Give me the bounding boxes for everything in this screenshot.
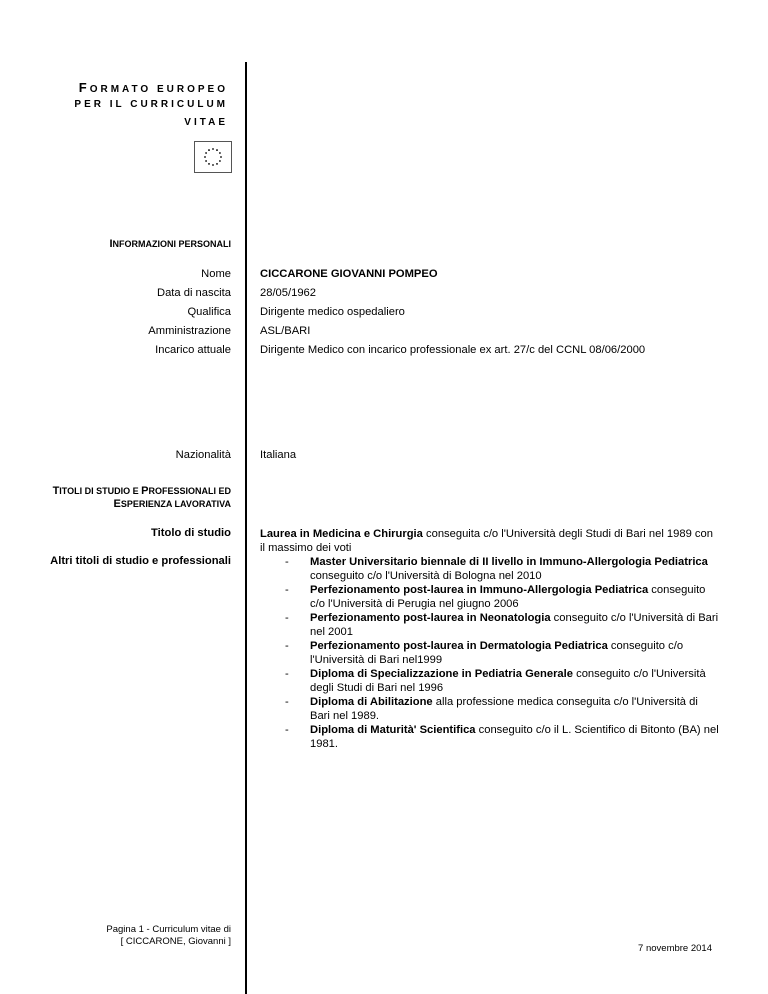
eu-star (220, 156, 222, 158)
label-amministrazione: Amministrazione (148, 325, 231, 337)
degree-text: Laurea in Medicina e Chirurgia conseguita c/o l'Università degli Studi di Bari nel 1989 con il massimo dei voti (260, 528, 713, 554)
list-item: - Perfezionamento post-laurea in Neonatologia conseguito c/o l'Università di Bari nel 2001 (285, 612, 719, 638)
list-item: - Perfezionamento post-laurea in Immuno-Allergologia Pediatrica conseguito c/o l'Università di Perugia nel giugno 2006 (285, 584, 706, 610)
eu-star (204, 156, 206, 158)
qualifications-list (260, 555, 720, 751)
label-incarico: Incarico attuale (155, 344, 231, 356)
value-amministrazione: ASL/BARI (260, 325, 311, 337)
label-data-nascita: Data di nascita (156, 287, 231, 299)
eu-star (205, 160, 207, 162)
eu-star (216, 163, 218, 165)
label-nazionalita: Nazionalità (175, 449, 231, 461)
eu-star (216, 149, 218, 151)
vertical-divider (245, 62, 247, 994)
list-item: - Perfezionamento post-laurea in Dermatologia Pediatrica conseguito c/o l'Università di Bari nel1999 (285, 640, 684, 666)
eu-flag-icon (194, 141, 232, 173)
value-nome: CICCARONE GIOVANNI POMPEO (260, 268, 438, 280)
header-title-line2: PER IL CURRICULUM (74, 99, 228, 110)
label-titolo-studio: Titolo di studio (151, 527, 231, 539)
value-nazionalita: Italiana (260, 449, 297, 461)
label-nome: Nome (201, 268, 231, 280)
section-personal-info: INFORMAZIONI PERSONALI (109, 238, 231, 250)
page-footer-date: 7 novembre 2014 (638, 943, 712, 954)
header-title-line3: VITAE (184, 117, 228, 128)
label-qualifica: Qualifica (187, 306, 231, 318)
list-item: - Diploma di Abilitazione alla professione medica conseguita c/o l'Università di Bari nel 1989. (285, 696, 698, 722)
education-content (260, 527, 720, 751)
eu-star (208, 149, 210, 151)
value-incarico: Dirigente Medico con incarico professionale ex art. 27/c del CCNL 08/06/2000 (260, 344, 646, 356)
page-footer-left: Pagina 1 - Curriculum vitae di [ CICCARONE, Giovanni ] (106, 924, 231, 947)
eu-star (219, 160, 221, 162)
list-item: - Master Universitario biennale di II livello in Immuno-Allergologia Pediatrica conseguito c/o l'Università di Bologna nel 2010 (285, 556, 708, 582)
list-item: - Diploma di Maturità' Scientifica conseguito c/o il L. Scientifico di Bitonto (BA) nel 1981. (285, 724, 719, 750)
eu-star (212, 164, 214, 166)
value-data-nascita: 28/05/1962 (260, 287, 316, 299)
list-item: - Diploma di Specializzazione in Pediatria Generale conseguito c/o l'Università degli Studi di Bari nel 1996 (285, 668, 706, 694)
value-qualifica: Dirigente medico ospedaliero (260, 306, 405, 318)
section-studies-experience: TITOLI DI STUDIO E PROFESSIONALI ED ESPERIENZA LAVORATIVA (52, 485, 231, 510)
eu-star (205, 152, 207, 154)
eu-star (212, 148, 214, 150)
eu-star (208, 163, 210, 165)
eu-star (219, 152, 221, 154)
label-altri-titoli: Altri titoli di studio e professionali (50, 555, 231, 567)
header-title-line1: FORMATO EUROPEO (78, 80, 228, 95)
